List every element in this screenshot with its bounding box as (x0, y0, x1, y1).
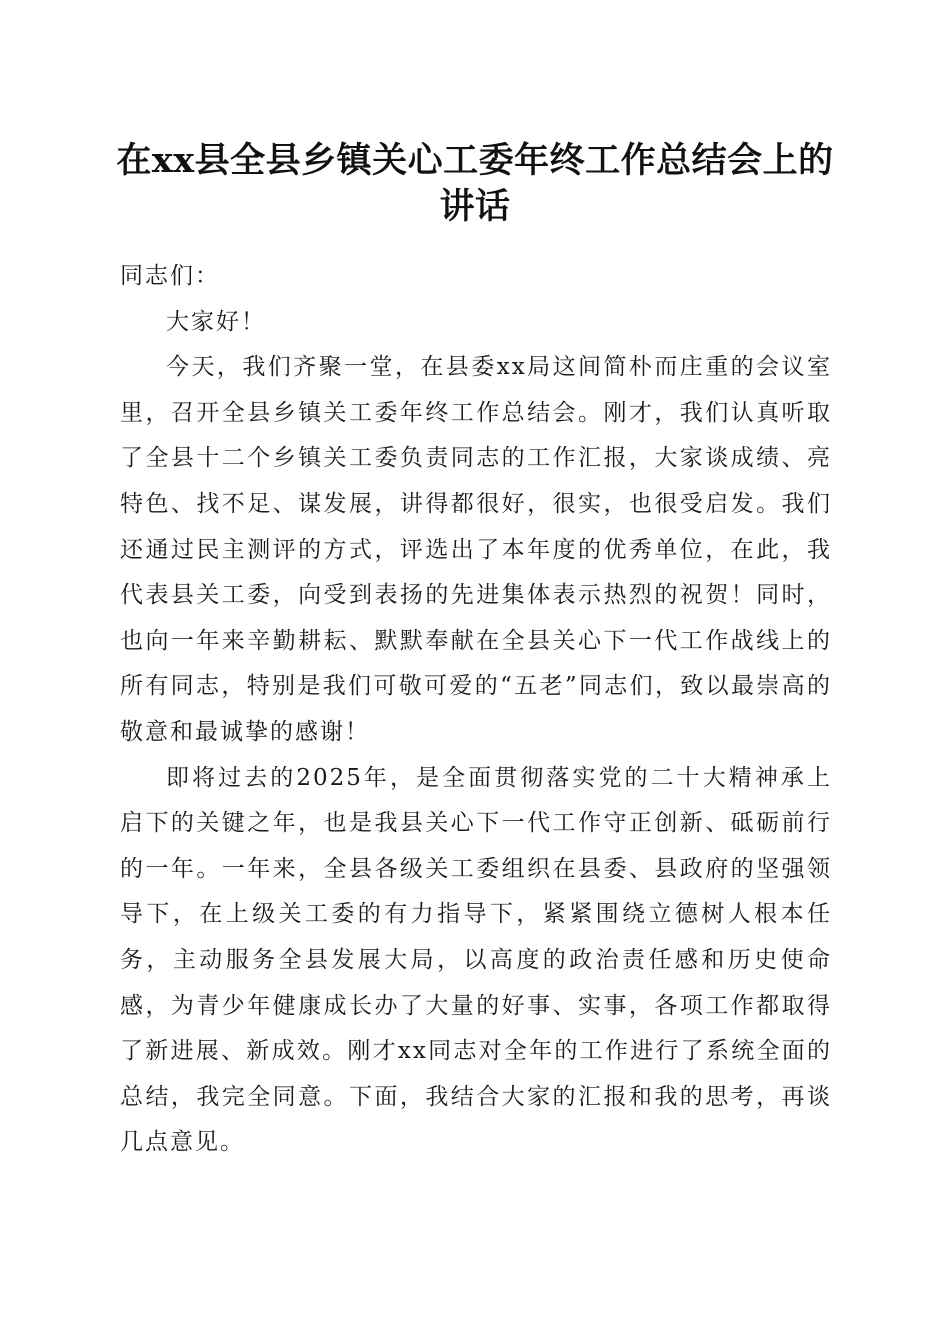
paragraph-review: 即将过去的2025年，是全面贯彻落实党的二十大精神承上启下的关键之年，也是我县关心下一代工作守正创新、砥砺前行的一年。一年来，全县各级关工委组织在县委、县政府的坚强领导下，在上级关工委的有力指导下，紧紧围绕立德树人根本任务，主动服务全县发展大局，以高度的政治责任感和历史使命感，为青少年健康成长办了大量的好事、实事，各项工作都取得了新进展、新成效。刚才xx同志对全年的工作进行了系统全面的总结，我完全同意。下面，我结合大家的汇报和我的思考，再谈几点意见。 (120, 764, 832, 1156)
salutation: 同志们： (120, 263, 220, 289)
document-body (120, 254, 832, 1166)
paragraph-greeting: 大家好！ (166, 308, 266, 335)
paragraph-opening: 今天，我们齐聚一堂，在县委xx局这间简朴而庄重的会议室里，召开全县乡镇关工委年终工作总结会。刚才，我们认真听取了全县十二个乡镇关工委负责同志的工作汇报，大家谈成绩、亮特色、找不足、谋发展，讲得都很好，很实，也很受启发。我们还通过民主测评的方式，评选出了本年度的优秀单位，在此，我代表县关工委，向受到表扬的先进集体表示热烈的祝贺！同时，也向一年来辛勤耕耘、默默奉献在全县关心下一代工作战线上的所有同志，特别是我们可敬可爱的“五老”同志们，致以最崇高的敬意和最诚挚的感谢！ (120, 354, 832, 745)
document-title: 在xx县全县乡镇关心工委年终工作总结会上的讲话 (116, 140, 834, 227)
